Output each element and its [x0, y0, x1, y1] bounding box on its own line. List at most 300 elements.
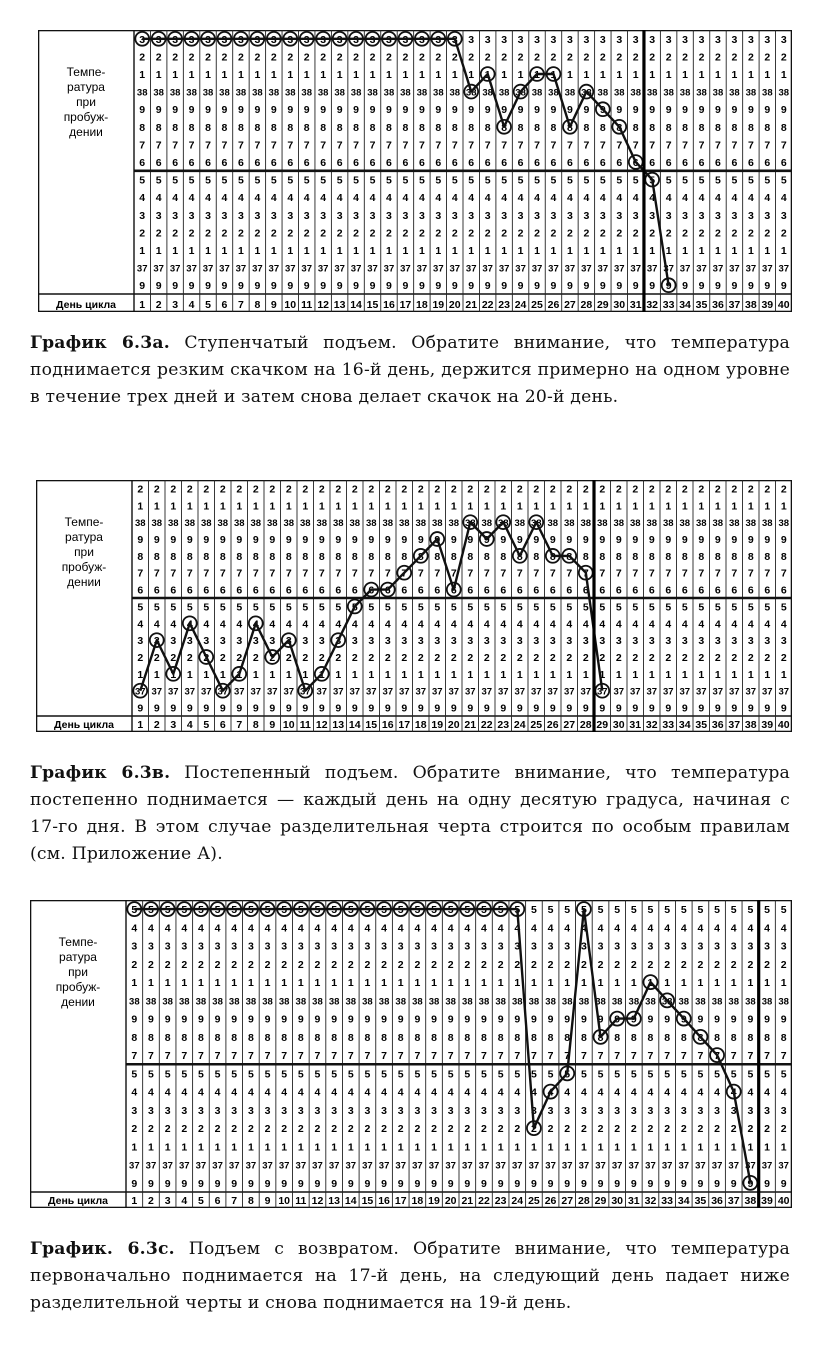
temperature-cell-digit: 4 [435, 192, 442, 205]
temperature-cell-digit: 9 [314, 1177, 321, 1190]
temperature-cell-digit: 37 [761, 686, 773, 698]
temperature-cell-digit: 37 [563, 686, 575, 698]
temperature-cell-digit: 1 [414, 977, 421, 990]
temperature-cell-digit: 1 [468, 69, 475, 81]
temperature-cell-digit: 38 [378, 996, 390, 1008]
chart-v [36, 480, 792, 732]
temperature-cell-digit: 3 [682, 209, 688, 222]
temperature-cell-digit: 8 [630, 1031, 637, 1044]
temperature-cell-digit: 37 [202, 263, 214, 275]
temperature-cell-digit: 1 [665, 245, 672, 257]
temperature-cell-digit: 38 [514, 518, 526, 530]
temperature-cell-digit: 3 [731, 209, 738, 222]
temperature-cell-digit: 2 [497, 958, 504, 971]
temperature-cell-digit: 9 [550, 104, 557, 117]
temperature-cell-digit: 1 [681, 668, 688, 681]
temperature-cell-digit: 37 [778, 686, 790, 698]
temperature-cell-digit: 3 [630, 1104, 637, 1117]
temperature-cell-digit: 7 [139, 139, 146, 152]
temperature-cell-digit: 4 [139, 192, 146, 205]
temperature-cell-digit: 5 [414, 1068, 421, 1081]
temperature-cell-digit: 6 [369, 157, 376, 169]
temperature-cell-digit: 38 [596, 518, 608, 530]
temperature-cell-digit: 38 [367, 87, 378, 99]
temperature-cell-digit: 5 [254, 174, 261, 187]
temperature-cell-digit: 9 [287, 280, 294, 293]
temperature-cell-digit: 4 [468, 192, 475, 205]
temperature-cell-digit: 2 [531, 1123, 537, 1136]
temperature-cell-digit: 8 [297, 1031, 304, 1044]
temperature-cell-digit: 8 [547, 1031, 554, 1044]
temperature-cell-digit: 37 [611, 1160, 623, 1172]
temperature-cell-digit: 2 [287, 227, 294, 240]
temperature-cell-digit: 37 [262, 1160, 273, 1172]
temperature-cell-digit: 7 [269, 567, 276, 580]
temperature-cell-digit: 38 [398, 518, 410, 530]
temperature-cell-digit: 37 [497, 686, 509, 698]
temperature-cell-digit: 2 [186, 652, 193, 664]
temperature-cell-digit: 2 [632, 483, 639, 496]
temperature-cell-digit: 37 [431, 686, 443, 698]
temperature-cell-digit: 8 [764, 1031, 770, 1044]
temperature-cell-digit: 5 [497, 904, 504, 917]
temperature-cell-digit: 6 [270, 157, 277, 169]
temperature-cell-digit: 7 [320, 139, 327, 152]
temperature-cell-digit: 7 [483, 567, 490, 580]
temperature-cell-digit: 1 [381, 977, 387, 990]
temperature-cell-digit: 38 [266, 518, 278, 530]
temperature-cell-digit: 6 [434, 584, 441, 597]
temperature-cell-digit: 7 [664, 1050, 671, 1063]
temperature-cell-digit: 9 [583, 104, 590, 117]
temperature-cell-digit: 5 [630, 1068, 637, 1081]
temperature-cell-digit: 5 [447, 1068, 454, 1081]
temperature-cell-digit: 7 [597, 1050, 604, 1063]
temperature-cell-digit: 4 [500, 618, 507, 631]
temperature-cell-digit: 9 [186, 702, 193, 715]
temperature-cell-digit: 2 [468, 227, 475, 240]
temperature-cell-digit: 9 [231, 1013, 238, 1026]
temperature-cell-digit: 9 [164, 1177, 171, 1190]
temperature-cell-digit: 2 [599, 483, 606, 496]
temperature-cell-digit: 2 [764, 1123, 770, 1136]
temperature-cell-digit: 7 [497, 1050, 504, 1063]
temperature-cell-digit: 2 [567, 51, 573, 64]
temperature-cell-digit: 7 [715, 139, 721, 152]
temperature-cell-digit: 38 [195, 996, 207, 1008]
day-number: 1 [131, 1195, 138, 1207]
temperature-cell-digit: 7 [764, 1050, 770, 1063]
temperature-cell-digit: 7 [188, 139, 195, 152]
temperature-cell-digit: 7 [583, 139, 590, 152]
temperature-cell-digit: 5 [697, 1068, 704, 1081]
day-number: 9 [270, 299, 277, 311]
temperature-cell-digit: 6 [254, 157, 261, 169]
temperature-cell-digit: 7 [247, 1050, 254, 1063]
temperature-cell-digit: 38 [151, 518, 163, 530]
temperature-cell-digit: 8 [369, 121, 376, 134]
temperature-cell-digit: 6 [287, 157, 294, 169]
temperature-cell-digit: 6 [335, 584, 342, 597]
temperature-cell-digit: 1 [464, 977, 471, 990]
temperature-cell-digit: 2 [531, 958, 537, 971]
temperature-cell-digit: 8 [649, 121, 656, 134]
temperature-cell-digit: 3 [665, 635, 672, 648]
temperature-cell-digit: 8 [517, 121, 524, 134]
caption-v-text: Постепенный подъем. Обратите внимание, что температура постепенно поднимается — каждый день на одну десятую градуса, начиная с 17-го дня. В этом случае разделительная черта строится по особым правилам (см. Приложение А). [30, 763, 790, 864]
temperature-cell-digit: 5 [188, 174, 195, 187]
temperature-cell-digit: 2 [614, 1123, 621, 1136]
temperature-cell-digit: 1 [567, 245, 573, 257]
temperature-cell-digit: 4 [318, 618, 325, 631]
temperature-cell-digit: 5 [630, 904, 637, 917]
temperature-cell-digit: 38 [663, 87, 674, 99]
temperature-cell-digit: 5 [384, 601, 391, 614]
temperature-cell-digit: 4 [549, 618, 556, 631]
temperature-cell-digit: 8 [331, 1031, 338, 1044]
temperature-cell-digit: 9 [302, 534, 309, 546]
temperature-cell-digit: 9 [131, 1013, 138, 1026]
temperature-cell-digit: 2 [680, 1123, 687, 1136]
temperature-cell-digit: 3 [680, 940, 687, 953]
temperature-cell-digit: 3 [698, 33, 705, 46]
temperature-cell-digit: 3 [369, 209, 376, 222]
temperature-cell-digit: 4 [431, 1086, 437, 1099]
temperature-cell-digit: 5 [186, 601, 193, 614]
temperature-cell-digit: 2 [599, 652, 606, 664]
temperature-cell-digit: 3 [632, 209, 639, 222]
temperature-cell-digit: 38 [729, 87, 740, 99]
temperature-cell-digit: 1 [648, 500, 655, 513]
temperature-cell-digit: 5 [597, 904, 604, 917]
temperature-cell-digit: 4 [254, 192, 261, 205]
temperature-cell-digit: 2 [148, 958, 154, 971]
temperature-cell-digit: 8 [238, 121, 244, 134]
day-number: 35 [694, 1195, 707, 1207]
temperature-cell-digit: 6 [616, 157, 623, 169]
temperature-cell-digit: 3 [649, 33, 656, 46]
temperature-cell-digit: 37 [511, 1160, 523, 1172]
temperature-cell-digit: 2 [164, 1123, 171, 1136]
day-number: 26 [546, 719, 559, 731]
day-number: 15 [366, 299, 379, 311]
temperature-cell-digit: 7 [747, 1050, 754, 1063]
temperature-cell-digit: 2 [534, 51, 540, 64]
temperature-cell-digit: 1 [417, 500, 424, 513]
temperature-cell-digit: 3 [468, 209, 475, 222]
temperature-cell-digit: 37 [416, 263, 428, 275]
temperature-cell-digit: 37 [679, 263, 691, 275]
temperature-cell-digit: 9 [615, 534, 622, 546]
temperature-cell-digit: 8 [401, 550, 408, 563]
temperature-cell-digit: 38 [761, 518, 773, 530]
temperature-cell-digit: 9 [369, 104, 376, 117]
temperature-cell-digit: 38 [153, 87, 164, 99]
temperature-cell-digit: 8 [203, 550, 210, 563]
temperature-cell-digit: 4 [630, 922, 637, 935]
temperature-cell-digit: 5 [730, 904, 737, 917]
temperature-cell-digit: 8 [270, 121, 277, 134]
temperature-cell-digit: 2 [186, 483, 193, 496]
temperature-cell-digit: 1 [533, 668, 540, 681]
temperature-cell-digit: 6 [139, 157, 146, 169]
temperature-cell-digit: 7 [287, 139, 294, 152]
temperature-cell-digit: 4 [198, 922, 204, 935]
temperature-cell-digit: 1 [353, 69, 359, 81]
temperature-cell-digit: 2 [431, 1123, 437, 1136]
temperature-cell-digit: 6 [747, 584, 754, 597]
temperature-cell-digit: 9 [181, 1013, 188, 1026]
temperature-cell-digit: 4 [747, 1086, 754, 1099]
day-number: 24 [511, 1195, 524, 1207]
caption-c [30, 1236, 790, 1317]
temperature-cell-digit: 5 [172, 174, 179, 187]
temperature-cell-digit: 1 [164, 1141, 171, 1154]
temperature-cell-digit: 4 [764, 192, 771, 205]
day-number: 20 [447, 719, 460, 731]
temperature-cell-digit: 6 [764, 157, 771, 169]
temperature-cell-digit: 1 [335, 500, 342, 513]
temperature-cell-digit: 3 [236, 635, 243, 648]
temperature-cell-digit: 1 [287, 245, 294, 257]
temperature-cell-digit: 4 [664, 1086, 671, 1099]
temperature-cell-digit: 1 [164, 977, 171, 990]
temperature-cell-digit: 8 [181, 1031, 188, 1044]
temperature-cell-digit: 7 [186, 567, 193, 580]
temperature-cell-digit: 3 [714, 1104, 720, 1117]
temperature-cell-digit: 3 [351, 635, 358, 648]
temperature-cell-digit: 2 [181, 1123, 188, 1136]
temperature-cell-digit: 38 [646, 87, 658, 99]
temperature-cell-digit: 5 [550, 174, 557, 187]
temperature-cell-digit: 2 [364, 1123, 371, 1136]
temperature-cell-digit: 7 [450, 567, 457, 580]
temperature-cell-digit: 7 [369, 139, 376, 152]
temperature-cell-digit: 2 [269, 652, 276, 664]
temperature-cell-digit: 2 [698, 227, 705, 240]
temperature-cell-digit: 9 [764, 702, 771, 715]
temperature-cell-digit: 3 [314, 940, 321, 953]
temperature-cell-digit: 9 [264, 1177, 271, 1190]
temperature-cell-digit: 8 [447, 1031, 454, 1044]
temperature-cell-digit: 3 [336, 209, 343, 222]
temperature-cell-digit: 9 [664, 1177, 671, 1190]
temperature-cell-digit: 5 [632, 601, 639, 614]
day-number: 4 [186, 719, 193, 731]
temperature-cell-digit: 1 [599, 668, 606, 681]
day-number: 28 [578, 1195, 590, 1207]
temperature-cell-digit: 1 [314, 977, 321, 990]
temperature-cell-digit: 9 [534, 280, 540, 293]
temperature-cell-digit: 37 [528, 1160, 540, 1172]
temperature-cell-digit: 3 [131, 1104, 138, 1117]
day-number: 5 [198, 1195, 204, 1207]
temperature-cell-digit: 4 [647, 922, 654, 935]
temperature-cell-digit: 2 [418, 227, 425, 240]
temperature-cell-digit: 2 [564, 1123, 571, 1136]
temperature-cell-digit: 5 [181, 904, 188, 917]
temperature-cell-digit: 2 [450, 483, 457, 496]
temperature-cell-digit: 2 [780, 51, 787, 64]
temperature-cell-digit: 2 [484, 51, 491, 64]
temperature-cell-digit: 5 [467, 601, 474, 614]
temperature-cell-digit: 3 [153, 635, 160, 648]
day-number: 39 [761, 1195, 773, 1207]
temperature-cell-digit: 8 [549, 550, 556, 563]
temperature-cell-digit: 1 [564, 977, 571, 990]
temperature-cell-digit: 9 [599, 280, 606, 293]
temperature-cell-digit: 37 [628, 1160, 640, 1172]
temperature-cell-digit: 38 [630, 87, 642, 99]
temperature-cell-digit: 38 [613, 87, 625, 99]
temperature-cell-digit: 3 [747, 635, 754, 648]
temperature-cell-digit: 37 [449, 263, 461, 275]
temperature-cell-digit: 7 [381, 1050, 387, 1063]
temperature-cell-digit: 5 [153, 601, 160, 614]
temperature-cell-digit: 3 [632, 635, 639, 648]
temperature-cell-digit: 37 [712, 686, 724, 698]
temperature-cell-digit: 3 [764, 940, 770, 953]
temperature-cell-digit: 1 [451, 69, 458, 81]
temperature-cell-digit: 2 [336, 51, 343, 64]
temperature-cell-digit: 5 [464, 1068, 471, 1081]
temperature-cell-digit: 1 [247, 977, 254, 990]
temperature-cell-digit: 3 [467, 635, 474, 648]
temperature-cell-digit: 38 [186, 87, 197, 99]
temperature-cell-digit: 5 [320, 174, 327, 187]
temperature-cell-digit: 37 [378, 1160, 390, 1172]
temperature-cell-digit: 9 [567, 280, 573, 293]
temperature-cell-digit: 38 [395, 996, 407, 1008]
temperature-cell-digit: 1 [139, 245, 146, 257]
temperature-cell-digit: 9 [238, 104, 244, 117]
temperature-cell-digit: 37 [328, 1160, 340, 1172]
temperature-cell-digit: 4 [137, 618, 144, 631]
caption-c-text: Подъем с возвратом. Обратите внимание, что температура первоначально поднимается на 17-й день, на следующий день падает ниже разделительной черты и снова поднимается на 19-й день. [30, 1239, 790, 1313]
day-number: 33 [662, 299, 675, 311]
temperature-cell-digit: 3 [297, 1104, 304, 1117]
temperature-cell-digit: 1 [517, 69, 524, 81]
temperature-cell-digit: 3 [434, 635, 441, 648]
temperature-cell-digit: 1 [730, 1141, 737, 1154]
temperature-cell-digit: 1 [500, 668, 507, 681]
temperature-cell-digit: 1 [214, 977, 221, 990]
temperature-cell-digit: 1 [238, 69, 244, 81]
temperature-cell-digit: 2 [630, 1123, 637, 1136]
temperature-cell-digit: 37 [169, 263, 181, 275]
temperature-cell-digit: 7 [681, 567, 688, 580]
temperature-cell-digit: 3 [347, 940, 354, 953]
temperature-cell-digit: 38 [200, 518, 212, 530]
temperature-cell-digit: 2 [534, 227, 540, 240]
temperature-cell-digit: 2 [500, 652, 507, 664]
temperature-cell-digit: 3 [516, 635, 523, 648]
temperature-cell-digit: 3 [155, 209, 162, 222]
day-number: 19 [432, 299, 445, 311]
day-number: 5 [203, 719, 210, 731]
temperature-cell-digit: 4 [364, 922, 371, 935]
temperature-cell-digit: 2 [181, 958, 188, 971]
temperature-cell-digit: 5 [614, 1068, 621, 1081]
temperature-cell-digit: 1 [614, 1141, 621, 1154]
temperature-cell-digit: 38 [564, 87, 576, 99]
temperature-cell-digit: 6 [155, 157, 162, 169]
temperature-cell-digit: 38 [645, 996, 656, 1008]
temperature-cell-digit: 38 [162, 996, 173, 1008]
temperature-cell-digit: 1 [148, 1141, 154, 1154]
temperature-cell-digit: 9 [665, 280, 672, 293]
temperature-cell-digit: 1 [351, 668, 358, 681]
temperature-cell-digit: 1 [281, 977, 288, 990]
temperature-cell-digit: 6 [566, 584, 573, 597]
temperature-cell-digit: 8 [402, 121, 409, 134]
temperature-cell-digit: 1 [402, 245, 409, 257]
temperature-cell-digit: 9 [188, 104, 195, 117]
temperature-cell-digit: 4 [632, 192, 639, 205]
temperature-cell-digit: 9 [747, 1177, 754, 1190]
temperature-cell-digit: 5 [450, 601, 457, 614]
temperature-cell-digit: 2 [514, 1123, 521, 1136]
temperature-cell-digit: 2 [188, 227, 195, 240]
temperature-cell-digit: 1 [231, 977, 238, 990]
temperature-cell-digit: 9 [566, 702, 573, 715]
temperature-cell-digit: 4 [181, 1086, 188, 1099]
temperature-cell-digit: 9 [269, 702, 276, 715]
day-number: 3 [164, 1195, 171, 1207]
day-number: 17 [399, 299, 412, 311]
temperature-cell-digit: 7 [318, 567, 325, 580]
temperature-cell-digit: 2 [447, 1123, 454, 1136]
temperature-cell-digit: 4 [219, 618, 226, 631]
temperature-cell-digit: 1 [648, 668, 655, 681]
temperature-cell-digit: 1 [434, 668, 441, 681]
temperature-cell-digit: 7 [347, 1050, 354, 1063]
temperature-cell-digit: 1 [747, 668, 754, 681]
temperature-cell-digit: 9 [414, 1177, 421, 1190]
temperature-cell-digit: 9 [580, 1177, 587, 1190]
temperature-cell-digit: 1 [153, 668, 160, 681]
temperature-cell-digit: 5 [764, 174, 771, 187]
temperature-cell-digit: 1 [780, 69, 787, 81]
temperature-cell-digit: 9 [198, 1013, 204, 1026]
temperature-cell-digit: 5 [148, 1068, 154, 1081]
temperature-cell-digit: 38 [530, 518, 542, 530]
temperature-cell-digit: 1 [747, 500, 754, 513]
temperature-cell-digit: 8 [501, 121, 508, 134]
temperature-cell-digit: 5 [747, 174, 754, 187]
day-number: 31 [629, 719, 642, 731]
temperature-cell-digit: 3 [264, 940, 271, 953]
temperature-cell-digit: 6 [780, 584, 787, 597]
temperature-cell-digit: 4 [567, 192, 573, 205]
temperature-cell-digit: 3 [384, 635, 391, 648]
temperature-cell-digit: 38 [349, 518, 361, 530]
temperature-cell-digit: 37 [578, 1160, 590, 1172]
temperature-cell-digit: 37 [301, 263, 313, 275]
temperature-cell-digit: 4 [434, 618, 441, 631]
temperature-cell-digit: 2 [198, 958, 204, 971]
temperature-cell-digit: 37 [564, 263, 576, 275]
temperature-cell-digit: 9 [434, 702, 441, 715]
temperature-cell-digit: 1 [236, 668, 243, 681]
temperature-cell-digit: 38 [762, 87, 773, 99]
day-number: 36 [712, 299, 724, 311]
temperature-cell-digit: 2 [780, 958, 787, 971]
temperature-cell-digit: 9 [170, 702, 177, 715]
temperature-cell-digit: 3 [314, 1104, 321, 1117]
temperature-cell-digit: 9 [302, 702, 309, 715]
temperature-cell-digit: 5 [401, 601, 408, 614]
